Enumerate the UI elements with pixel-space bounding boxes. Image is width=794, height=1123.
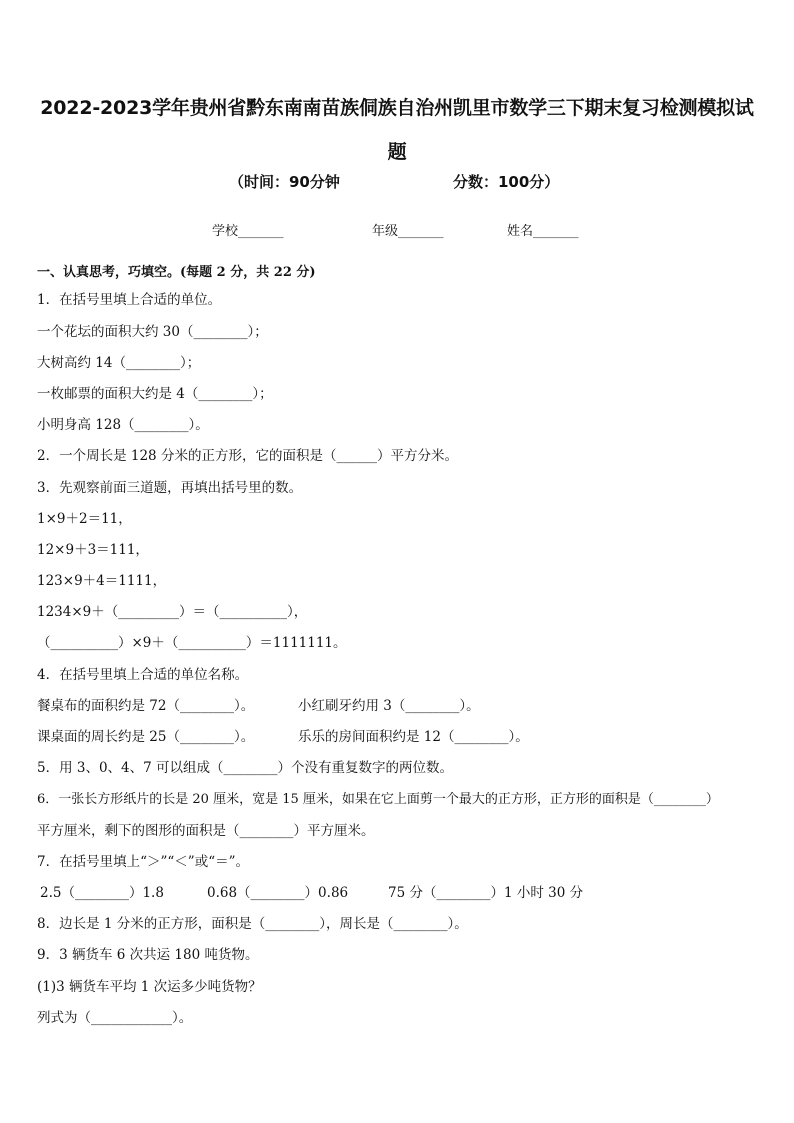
question-4-item-c: 课桌面的周长约是 25（________）。 xyxy=(37,729,255,745)
name-field: 姓名_______ xyxy=(507,224,579,239)
grade-field: 年级_______ xyxy=(372,224,444,239)
question-6-line-1: 6．一张长方形纸片的长是 20 厘米，宽是 15 厘米，如果在它上面剪一个最大的正方形，正方形的面积是（________） xyxy=(37,792,719,807)
question-9-stem: 9．3 辆货车 6 次共运 180 吨货物。 xyxy=(37,947,259,963)
question-3-line-3: 123×9＋4＝1111， xyxy=(37,573,167,589)
question-1-item-d: 小明身高 128（________）。 xyxy=(37,417,209,433)
question-3-stem: 3．先观察前面三道题，再填出括号里的数。 xyxy=(37,480,303,496)
question-4-item-d: 乐乐的房间面积约是 12（________）。 xyxy=(298,729,529,745)
question-1-stem: 1．在括号里填上合适的单位。 xyxy=(37,292,222,308)
question-7-item-c: 75 分（________）1 小时 30 分 xyxy=(388,885,584,901)
school-field: 学校_______ xyxy=(212,224,284,239)
question-5: 5．用 3、0、4、7 可以组成（________）个没有重复数字的两位数。 xyxy=(37,760,454,776)
question-1-item-a: 一个花坛的面积大约 30（________）； xyxy=(37,324,268,340)
question-7-stem: 7．在括号里填上“＞”“＜”或“＝”。 xyxy=(37,854,249,870)
question-9-formula: 列式为（____________）。 xyxy=(37,1010,193,1026)
question-8: 8．边长是 1 分米的正方形，面积是（________），周长是（________）。 xyxy=(37,916,468,932)
question-1-item-b: 大树高约 14（________）； xyxy=(37,355,201,371)
question-3-line-2: 12×9＋3＝111， xyxy=(37,542,149,558)
question-9-sub-1: (1)3 辆货车平均 1 次运多少吨货物？ xyxy=(37,979,262,995)
question-3-line-4: 1234×9＋（_________）＝（__________）， xyxy=(37,604,308,620)
question-7-item-b: 0.68（________）0.86 xyxy=(207,885,349,901)
page-title: 2022-2023学年贵州省黔东南南苗族侗族自治州凯里市数学三下期末复习检测模拟试题 xyxy=(40,97,754,163)
question-4-item-a: 餐桌布的面积约是 72（________）。 xyxy=(37,698,255,714)
question-4-stem: 4．在括号里填上合适的单位名称。 xyxy=(37,667,249,683)
question-4-item-b: 小红刷牙约用 3（________）。 xyxy=(298,698,480,714)
question-6-line-2: 平方厘米，剩下的图形的面积是（________）平方厘米。 xyxy=(37,823,375,839)
score-label: 分数：100分） xyxy=(453,173,560,191)
section-heading: 一、认真思考，巧填空。(每题 2 分，共 22 分) xyxy=(37,265,316,280)
time-label: （时间：90分钟 xyxy=(229,173,340,191)
question-1-item-c: 一枚邮票的面积大约是 4（________）； xyxy=(37,386,273,402)
question-3-line-5: （__________）×9＋（__________）＝1111111。 xyxy=(37,635,347,651)
question-3-line-1: 1×9＋2＝11， xyxy=(37,511,132,527)
question-7-item-a: 2.5（________）1.8 xyxy=(40,885,164,901)
question-2: 2．一个周长是 128 分米的正方形，它的面积是（______）平方分米。 xyxy=(37,448,458,464)
